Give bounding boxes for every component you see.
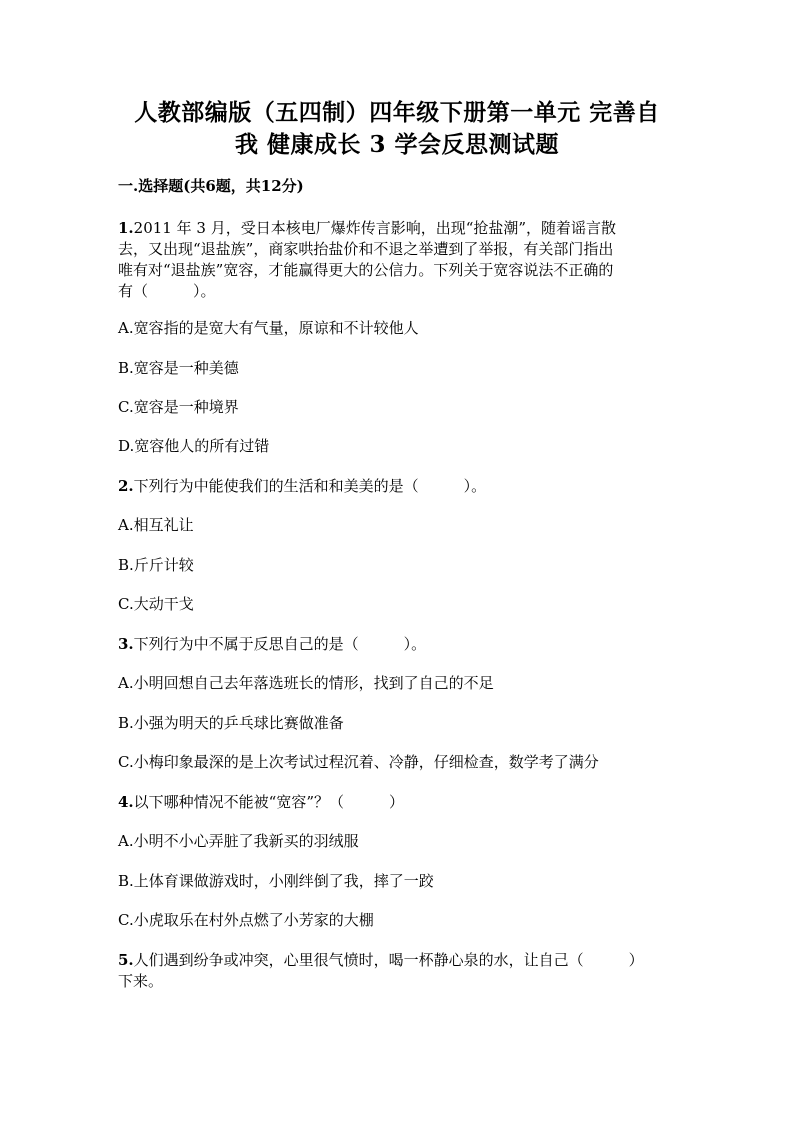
- question-3-option-a: A.小明回想自己去年落选班长的情形，找到了自己的不足: [118, 674, 494, 692]
- question-4: [118, 792, 678, 813]
- question-4-option-c: C.小虎取乐在村外点燃了小芳家的大棚: [118, 911, 374, 929]
- question-1-line-2: 去，又出现“退盐族”，商家哄抬盐价和不退之举遭到了举报，有关部门指出: [118, 240, 614, 258]
- question-1-option-a: A.宽容指的是宽大有气量，原谅和不计较他人: [118, 319, 419, 337]
- question-5-line-1: 5.人们遇到纷争或冲突，心里很气愤时，喝一杯静心泉的水，让自己（ ）: [118, 951, 644, 969]
- question-3-option-b: B.小强为明天的乒乓球比赛做准备: [118, 714, 344, 732]
- question-3-line-1: 3.下列行为中不属于反思自己的是（ ）。: [118, 635, 427, 653]
- question-1-option-b: B.宽容是一种美德: [118, 359, 239, 377]
- question-4-option-b: B.上体育课做游戏时，小刚绊倒了我，摔了一跤: [118, 872, 434, 890]
- section-heading: 一.选择题(共6题，共12分): [118, 177, 304, 195]
- question-4-option-a: A.小明不小心弄脏了我新买的羽绒服: [118, 832, 359, 850]
- page-title-line-2: 我 健康成长 3 学会反思测试题: [234, 131, 560, 158]
- question-number: 3.: [118, 635, 134, 653]
- question-1-line-4: 有（ ）。: [118, 282, 216, 300]
- question-5-line-2: 下来。: [118, 972, 164, 990]
- question-2-option-a: A.相互礼让: [118, 516, 194, 534]
- question-number: 5.: [118, 951, 134, 969]
- question-number: 1.: [118, 219, 134, 237]
- question-1-line-3: 唯有对“退盐族”宽容，才能赢得更大的公信力。下列关于宽容说法不正确的: [118, 261, 614, 279]
- question-3: [118, 634, 678, 655]
- question-number: 4.: [118, 793, 134, 811]
- question-2-option-b: B.斤斤计较: [118, 556, 194, 574]
- question-1-line-1: 1.2011 年 3 月，受日本核电厂爆炸传言影响，出现“抢盐潮”，随着谣言散: [118, 219, 617, 237]
- question-5: [118, 950, 678, 992]
- question-4-line-1: 4.以下哪种情况不能被“宽容”？（ ）: [118, 793, 405, 811]
- question-1: [118, 218, 678, 302]
- page-title-line-1: 人教部编版（五四制）四年级下册第一单元 完善自: [134, 99, 660, 126]
- question-number: 2.: [118, 477, 134, 495]
- question-1-option-c: C.宽容是一种境界: [118, 398, 239, 416]
- question-2: [118, 476, 678, 497]
- question-1-option-d: D.宽容他人的所有过错: [118, 437, 270, 455]
- question-2-line-1: 2.下列行为中能使我们的生活和和美美的是（ ）。: [118, 477, 487, 495]
- question-3-option-c: C.小梅印象最深的是上次考试过程沉着、冷静，仔细检查，数学考了满分: [118, 753, 599, 771]
- question-2-option-c: C.大动干戈: [118, 595, 194, 613]
